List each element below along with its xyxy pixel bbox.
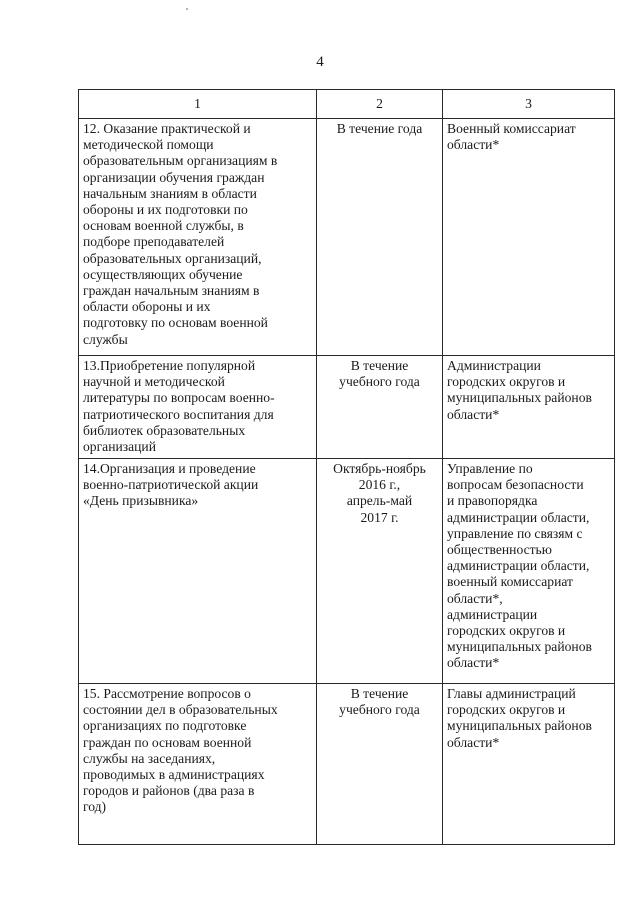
table-row: [79, 119, 615, 356]
event-cell: [79, 459, 317, 684]
header-col-3: 3: [443, 90, 615, 119]
responsible-cell: [443, 119, 615, 356]
event-text: 12. Оказание практической и методической помощи образовательным организациям в организации обучения граждан начальным знаниям в области обороны и их подготовки по основам военной службы, в подборе преподавателей образовательных организаций, осуществляющих обучение граждан начальным знаниям в области обороны и их подготовку по основам военной службы: [83, 121, 278, 347]
header-col-2: 2: [317, 90, 443, 119]
event-cell: [79, 119, 317, 356]
responsible-cell: [443, 356, 615, 459]
term-cell: [317, 356, 443, 459]
header-col-1: 1: [79, 90, 317, 119]
responsible-text: Военный комиссариат области*: [447, 121, 576, 153]
plan-table: [78, 89, 615, 845]
event-text: 14.Организация и проведение военно-патриотической акции «День призывника»: [83, 461, 259, 509]
responsible-cell: [443, 459, 615, 684]
event-cell: [79, 356, 317, 459]
responsible-text: Главы администраций городских округов и муниципальных районов области*: [447, 686, 592, 750]
table-row: [79, 356, 615, 459]
responsible-cell: [443, 684, 615, 845]
term-cell: [317, 119, 443, 356]
table-header-row: [79, 90, 615, 119]
responsible-text: Администрации городских округов и муниципальных районов области*: [447, 358, 592, 422]
term-text: Октябрь-ноябрь 2016 г., апрель-май 2017 г.: [333, 461, 426, 525]
event-cell: [79, 684, 317, 845]
responsible-text: Управление по вопросам безопасности и правопорядка администрации области, управление по связям с общественностью администрации области, военный комиссариат области*, администрации городских округов и муниципальных районов области*: [447, 461, 592, 671]
term-cell: [317, 459, 443, 684]
term-text: В течение учебного года: [339, 358, 420, 390]
event-text: 15. Рассмотрение вопросов о состоянии дел в образовательных организациях по подготовке граждан по основам военной службы на заседаниях, проводимых в администрациях городов и районов (два раза в год): [83, 686, 278, 815]
term-cell: [317, 684, 443, 845]
table-row: [79, 684, 615, 845]
table-row: [79, 459, 615, 684]
event-text: 13.Приобретение популярной научной и методической литературы по вопросам военно- патриотического воспитания для библиотек образовательных организаций: [83, 358, 275, 455]
term-text: В течение года: [336, 121, 423, 136]
page-number: 4: [316, 54, 324, 70]
scan-speck: [186, 8, 188, 10]
term-text: В течение учебного года: [339, 686, 420, 718]
